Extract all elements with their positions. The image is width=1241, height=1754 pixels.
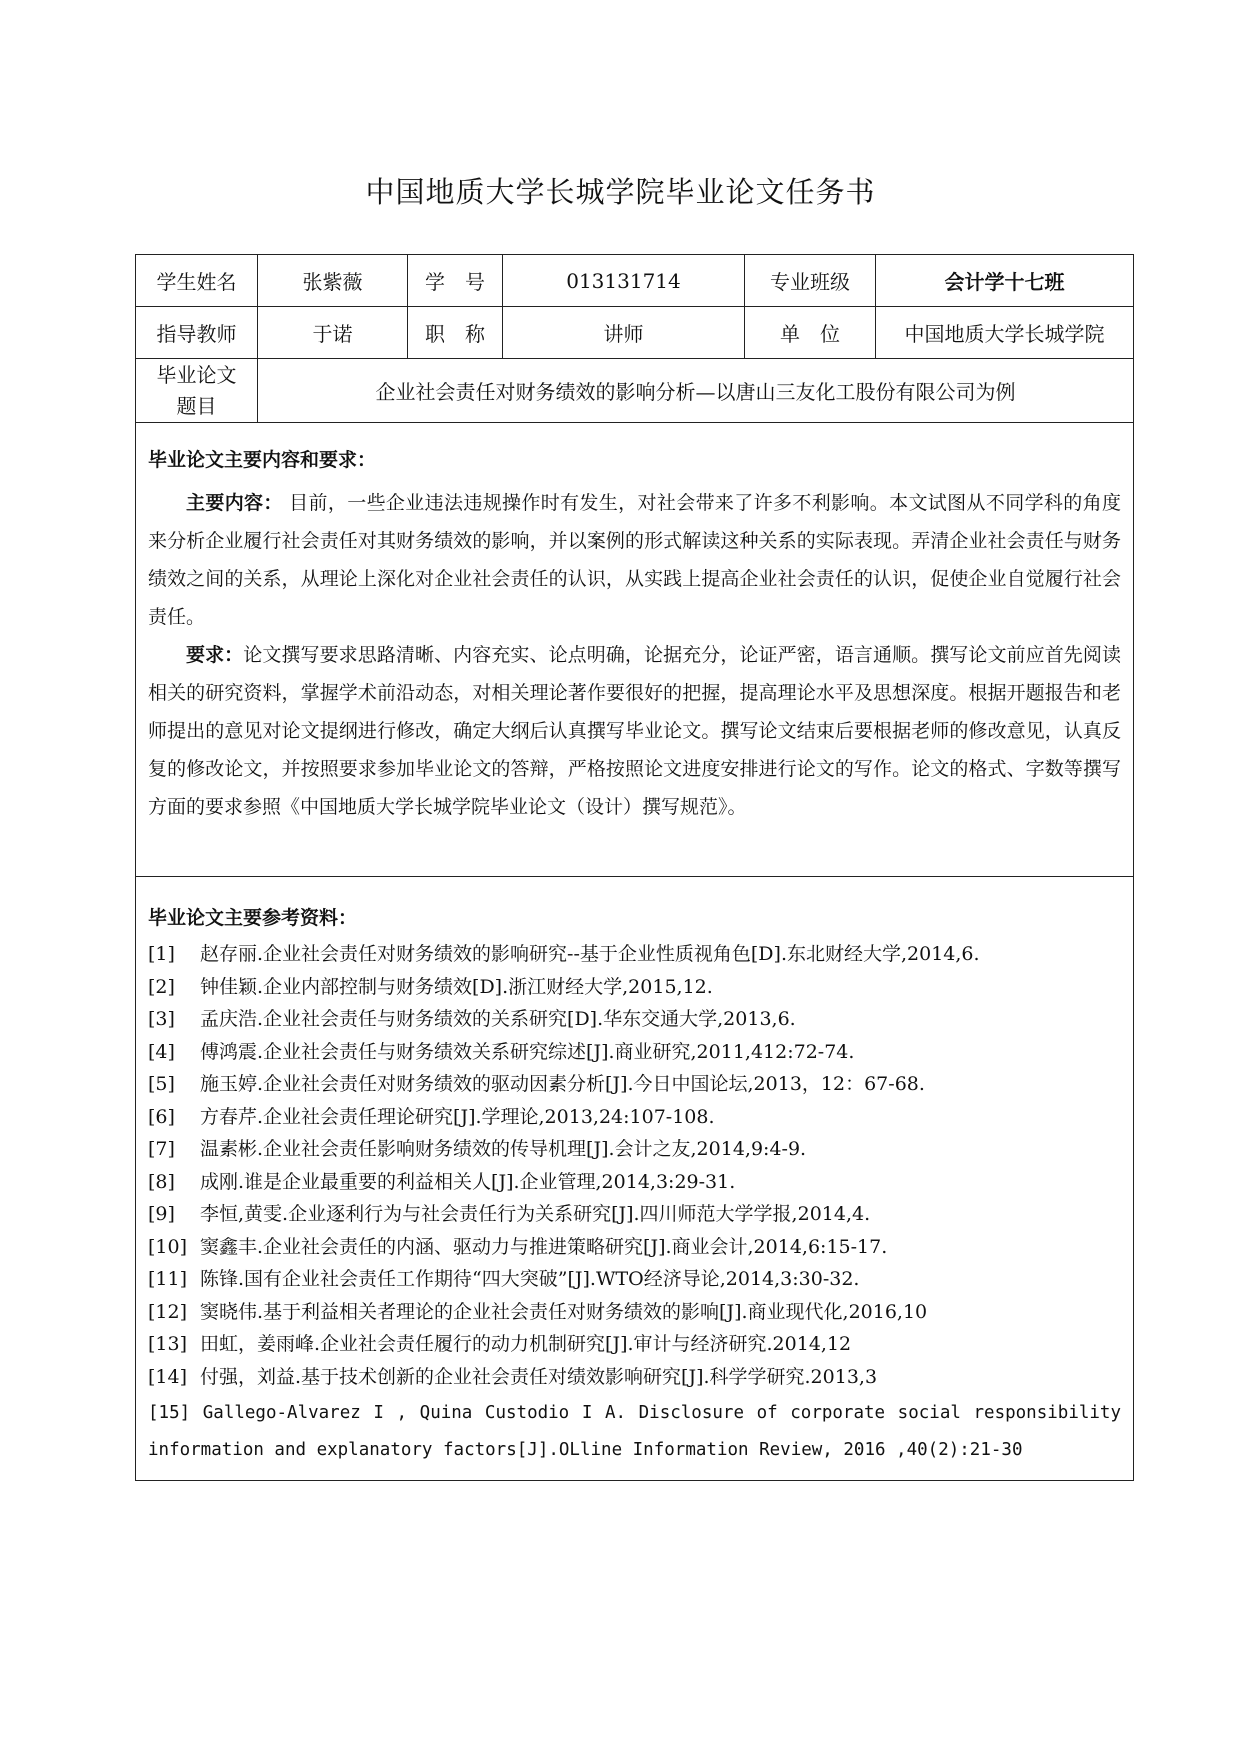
main-content-paragraph [148,484,1121,636]
reference-list [148,938,1121,1393]
reference-item [148,1068,1121,1101]
reference-item [148,1101,1121,1134]
topic-label-line2: 题目 [176,393,217,418]
reference-text: 窦鑫丰.企业社会责任的内涵、驱动力与推进策略研究[J].商业会计,2014,6:15-17. [200,1235,888,1258]
topic-label [136,359,258,423]
reference-number: [7] [148,1138,175,1160]
reference-item [148,1036,1121,1069]
reference-text: 赵存丽.企业社会责任对财务绩效的影响研究--基于企业性质视角色[D].东北财经大学,2014,6. [200,943,980,965]
task-form-table [135,254,1134,1481]
page-title: 中国地质大学长城学院毕业论文任务书 [365,175,876,209]
reference-item [148,938,1121,971]
reference-text: 陈锋.国有企业社会责任工作期待“四大突破”[J].WTO经济导论,2014,3:30-32. [200,1268,860,1290]
student-name-label: 学生姓名 [136,255,258,307]
topic-value: 企业社会责任对财务绩效的影响分析—以唐山三友化工股份有限公司为例 [258,359,1134,423]
content-row [136,423,1134,877]
requirements-paragraph [148,636,1121,826]
reference-number: [1] [148,943,175,965]
class-label: 专业班级 [745,255,876,307]
reference-item [148,1166,1121,1199]
advisor-label: 指导教师 [136,307,258,359]
topic-row [136,359,1134,423]
advisor-value: 于诺 [258,307,408,359]
references-section [136,877,1134,1481]
reference-text: 孟庆浩.企业社会责任与财务绩效的关系研究[D].华东交通大学,2013,6. [200,1008,796,1030]
reference-number: [13] [148,1333,188,1355]
rank-label: 职 称 [408,307,503,359]
reference-item [148,1328,1121,1361]
reference-text: 成刚.谁是企业最重要的利益相关人[J].企业管理,2014,3:29-31. [200,1170,736,1193]
reference-number: [6] [148,1105,175,1128]
content-heading: 毕业论文主要内容和要求： [148,449,377,471]
unit-value: 中国地质大学长城学院 [876,307,1134,359]
student-id-label: 学 号 [408,255,503,307]
reference-text: 钟佳颖.企业内部控制与财务绩效[D].浙江财经大学,2015,12. [200,975,713,998]
requirements-key: 要求： [186,644,244,666]
reference-number: [11] [148,1268,188,1290]
requirements-text: 论文撰写要求思路清晰、内容充实、论点明确，论据充分，论证严密，语言通顺。撰写论文前应首先阅读相关的研究资料，掌握学术前沿动态，对相关理论著作要很好的把握，提高理论水平及思想深度。根据开题报告和老师提出的意见对论文提纲进行修改，确定大纲后认真撰写毕业论文。撰写论文结束后要根据老师的修改意见，认真反复的修改论文，并按照要求参加毕业论文的答辩，严格按照论文进度安排进行论文的写作。论文的格式、字数等撰写方面的要求参照《中国地质大学长城学院毕业论文（设计）撰写规范》。 [148,644,1121,818]
reference-number: [4] [148,1040,175,1063]
reference-number: [2] [148,975,175,998]
reference-number: [14] [148,1365,188,1388]
reference-item-15: [15] Gallego-Alvarez I , Quina Custodio I A. Disclosure of corporate social responsibility information and explanatory factors[J].OLline Information Review, 2016 ,40(2):21-30 [148,1403,1121,1460]
reference-number: [10] [148,1235,188,1258]
reference-text: 窦晓伟.基于利益相关者理论的企业社会责任对财务绩效的影响[J].商业现代化,2016,10 [200,1300,928,1323]
reference-number: [9] [148,1203,175,1225]
reference-item [148,1361,1121,1394]
reference-text: 温素彬.企业社会责任影响财务绩效的传导机理[J].会计之友,2014,9:4-9. [200,1138,807,1160]
main-content-key: 主要内容： [186,492,283,514]
advisor-row [136,307,1134,359]
reference-number: [12] [148,1300,188,1323]
rank-value: 讲师 [503,307,745,359]
student-id-value: 013131714 [503,255,745,307]
reference-text: 施玉婷.企业社会责任对财务绩效的驱动因素分析[J].今日中国论坛,2013，12：67-68. [200,1073,925,1095]
unit-label: 单 位 [745,307,876,359]
reference-item [148,1231,1121,1264]
class-value: 会计学十七班 [876,255,1134,307]
reference-text: 付强，刘益.基于技术创新的企业社会责任对绩效影响研究[J].科学学研究.2013,3 [200,1365,878,1388]
reference-item [148,1003,1121,1036]
reference-text: 田虹，姜雨峰.企业社会责任履行的动力机制研究[J].审计与经济研究.2014,12 [200,1333,852,1355]
reference-number: [8] [148,1170,175,1193]
reference-item [148,971,1121,1004]
student-name-value: 张紫薇 [258,255,408,307]
reference-text: 方春芹.企业社会责任理论研究[J].学理论,2013,24:107-108. [200,1105,715,1128]
topic-label-line1: 毕业论文 [156,362,237,387]
reference-text: 李恒,黄雯.企业逐利行为与社会责任行为关系研究[J].四川师范大学学报,2014,4. [200,1203,871,1225]
reference-item [148,1263,1121,1296]
student-row [136,255,1134,307]
content-section [136,423,1134,877]
references-row [136,877,1134,1481]
reference-text: 傅鸿震.企业社会责任与财务绩效关系研究综述[J].商业研究,2011,412:72-74. [200,1040,855,1063]
reference-number: [5] [148,1073,175,1095]
references-heading: 毕业论文主要参考资料： [148,907,358,929]
reference-item [148,1296,1121,1329]
reference-item [148,1198,1121,1231]
main-content-text: 目前，一些企业违法违规操作时有发生，对社会带来了许多不利影响。本文试图从不同学科的角度来分析企业履行社会责任对其财务绩效的影响，并以案例的形式解读这种关系的实际表现。弄清企业社会责任与财务绩效之间的关系，从理论上深化对企业社会责任的认识，从实践上提高企业社会责任的认识，促使企业自觉履行社会责任。 [148,492,1121,628]
reference-number: [3] [148,1008,175,1030]
reference-item [148,1133,1121,1166]
